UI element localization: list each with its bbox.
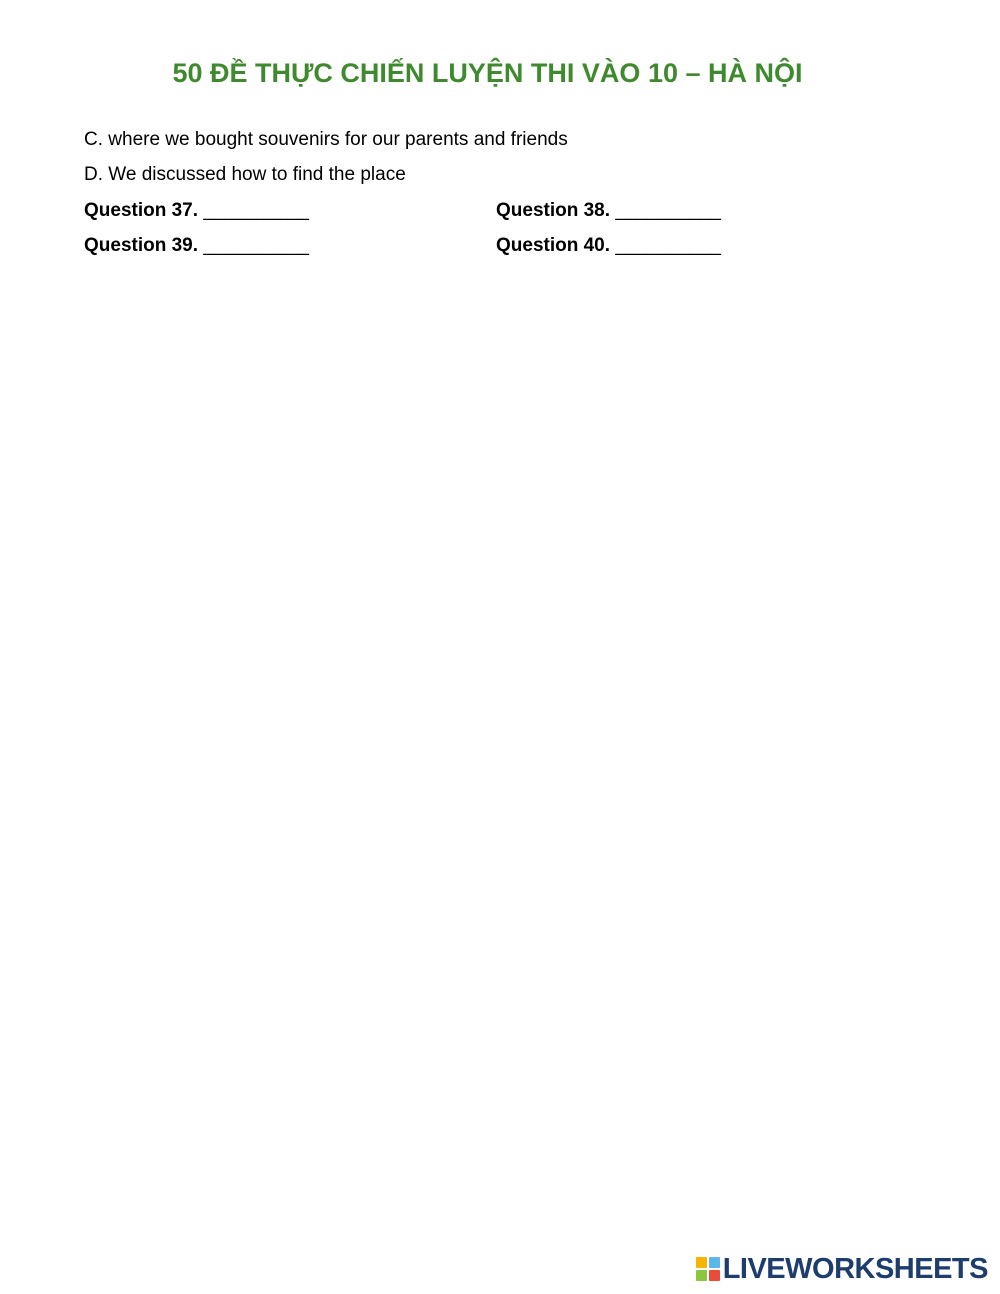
question-38-answer [496,199,721,223]
question-38-blank[interactable]: __________ [615,200,721,221]
question-40-answer [496,234,721,258]
answer-option-c: C. where we bought souvenirs for our parents and friends [84,129,568,150]
question-38-label: Question 38. [496,200,611,221]
question-39-answer [84,234,309,258]
question-39-blank[interactable]: __________ [203,235,309,256]
question-37-blank[interactable]: __________ [203,200,309,221]
answer-row [84,234,784,258]
liveworksheets-logo-icon [696,1257,720,1281]
question-40-blank[interactable]: __________ [615,235,721,256]
answer-row [84,199,784,223]
answer-option-d: D. We discussed how to find the place [84,164,406,185]
liveworksheets-watermark [696,1254,988,1284]
logo-square [696,1270,707,1281]
question-39-label: Question 39. [84,235,199,256]
question-37-answer [84,199,309,223]
watermark-text: LIVEWORKSHEETS [722,1252,988,1285]
logo-square [709,1270,720,1281]
page-title: 50 ĐỀ THỰC CHIẾN LUYỆN THI VÀO 10 – HÀ NỘI [172,58,803,88]
question-37-label: Question 37. [84,200,199,221]
question-40-label: Question 40. [496,235,611,256]
logo-square [709,1257,720,1268]
logo-square [696,1257,707,1268]
